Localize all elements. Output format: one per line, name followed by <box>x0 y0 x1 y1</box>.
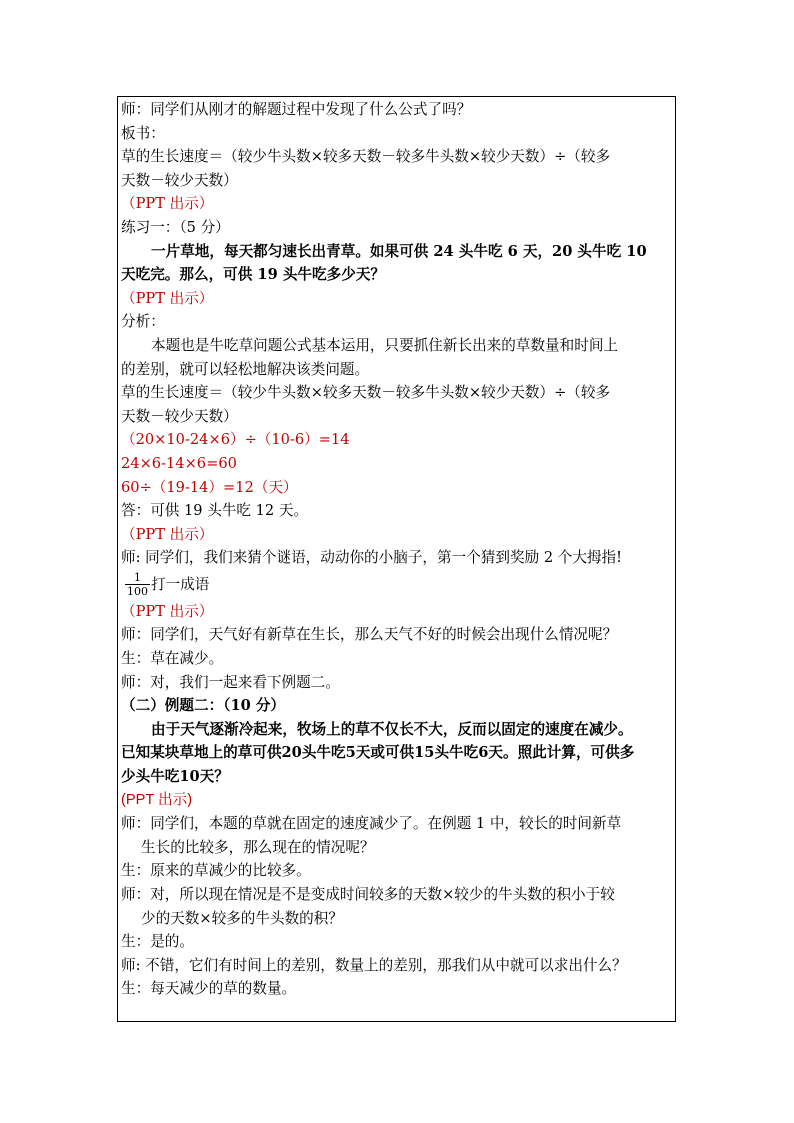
riddle-line <box>121 570 673 600</box>
board-label: 板书： <box>121 124 165 142</box>
ppt-note: （PPT 出示） <box>121 195 214 213</box>
teacher-line: 师：对，所以现在情况是不是变成时间较多的天数×较少的牛头数的积小于较 <box>121 886 615 903</box>
teacher-line: 师: 不错，它们有时间上的差别，数量上的差别，那我们从中就可以求出什么？ <box>121 956 627 974</box>
formula-line: 草的生长速度＝（较少牛头数×较多天数－较多牛头数×较少天数）÷（较多 <box>121 148 611 166</box>
teacher-line: 师：同学们，天气好有新草在生长，那么天气不好的时候会出现什么情况呢？ <box>121 626 618 644</box>
fraction-denominator: 100 <box>127 585 148 599</box>
formula-line-cont: 天数－较少天数） <box>121 171 238 189</box>
student-line: 生：每天减少的草的数量。 <box>121 980 297 998</box>
fraction <box>125 571 150 598</box>
teacher-line-cont: 生长的比较多，那么现在的情况呢？ <box>141 838 375 856</box>
exercise-problem: 一片草地，每天都匀速长出青草。如果可供 24 头牛吃 6 天，20 头牛吃 10 <box>151 242 647 260</box>
teacher-line: 师：同学们，本题的草就在固定的速度减少了。在例题 1 中，较长的时间新草 <box>121 815 622 833</box>
analysis-text: 本题也是牛吃草问题公式基本运用，只要抓住新长出来的草数量和时间上 <box>151 336 619 354</box>
example-problem: 由于天气逐渐冷起来，牧场上的草不仅长不大，反而以固定的速度在减少。 <box>151 720 633 738</box>
fraction-numerator: 1 <box>134 571 141 585</box>
calc-step-2: 24×6-14×6=60 <box>121 454 237 472</box>
ppt-note: (PPT 出示) <box>121 791 193 808</box>
teacher-line: 师：同学们从刚才的解题过程中发现了什么公式了吗？ <box>121 101 472 118</box>
calc-step-3: 60÷（19-14）=12（天） <box>121 478 298 496</box>
formula-line: 草的生长速度＝（较少牛头数×较多天数－较多牛头数×较少天数）÷（较多 <box>121 384 611 402</box>
example-problem-cont: 已知某块草地上的草可供20头牛吃5天或可供15头牛吃6天。照此计算，可供多 <box>121 744 635 762</box>
ppt-note: （PPT 出示） <box>121 289 214 307</box>
formula-line-cont: 天数－较少天数） <box>121 407 238 425</box>
student-line: 生：草在减少。 <box>121 650 224 668</box>
analysis-label: 分析： <box>121 313 165 331</box>
exercise-heading: 练习一：（5 分） <box>121 218 230 236</box>
teacher-line: 师：对，我们一起来看下例题二。 <box>121 673 340 691</box>
analysis-text-cont: 的差别，就可以轻松地解决该类问题。 <box>121 360 370 378</box>
teacher-line-cont: 少的天数×较多的牛头数的积？ <box>141 909 343 927</box>
lesson-content <box>121 98 673 1001</box>
example-problem-cont: 少头牛吃10天？ <box>121 768 229 786</box>
ppt-note: （PPT 出示） <box>121 525 214 543</box>
riddle-intro: 师: 同学们，我们来猜个谜语，动动你的小脑子，第一个猜到奖励 2 个大拇指! <box>121 549 622 567</box>
ppt-note: （PPT 出示） <box>121 602 214 620</box>
exercise-problem-cont: 天吃完。那么，可供 19 头牛吃多少天？ <box>121 266 385 284</box>
answer-line: 答：可供 19 头牛吃 12 天。 <box>121 502 309 520</box>
calc-step-1: （20×10-24×6）÷（10-6）=14 <box>121 431 350 449</box>
example-heading: （二）例题二：（10 分） <box>121 697 286 715</box>
student-line: 生：原来的草减少的比较多。 <box>121 862 311 880</box>
riddle-hint: 打一成语 <box>151 575 210 593</box>
student-line: 生：是的。 <box>121 933 194 951</box>
